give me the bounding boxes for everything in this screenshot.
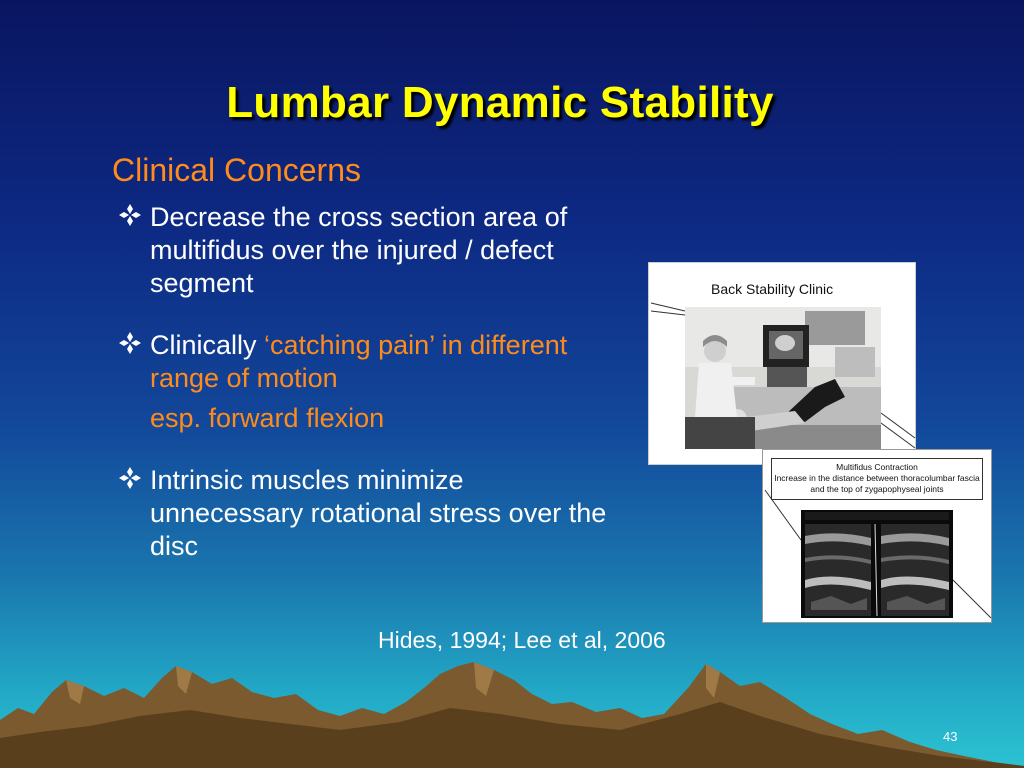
ultrasound-scan-illustration xyxy=(801,510,953,618)
slide-title: Lumbar Dynamic Stability xyxy=(226,78,774,127)
clinic-photo-caption: Back Stability Clinic xyxy=(711,281,834,297)
bullet-highlight-text: ‘catching pain’ in different range of motion xyxy=(150,330,568,393)
ultrasound-description: Increase in the distance between thoracolumbar fascia and the top of zygapophyseal joints xyxy=(774,473,980,494)
slide-subtitle: Clinical Concerns xyxy=(112,152,361,188)
diamond-bullet-icon xyxy=(118,466,142,490)
bullet-item xyxy=(118,329,618,435)
bullet-text: Decrease the cross section area of multifidus over the injured / defect segment xyxy=(150,202,568,298)
bullet-item xyxy=(118,201,618,300)
clinic-scene-illustration xyxy=(685,307,881,449)
bullet-text: Intrinsic muscles minimize unnecessary rotational stress over the disc xyxy=(150,465,607,561)
diamond-bullet-icon xyxy=(118,331,142,355)
ultrasound-caption-box xyxy=(771,458,983,500)
bullet-text: Clinically xyxy=(150,330,265,360)
ultrasound-image xyxy=(762,449,992,623)
mountain-range-decoration xyxy=(0,658,1024,768)
bullet-item xyxy=(118,464,618,563)
page-number: 43 xyxy=(943,729,958,744)
citation-text: Hides, 1994; Lee et al, 2006 xyxy=(378,627,666,653)
ultrasound-heading: Multifidus Contraction xyxy=(836,462,918,472)
bullet-list xyxy=(118,201,618,592)
bullet-extra-text: esp. forward flexion xyxy=(150,403,385,433)
diamond-bullet-icon xyxy=(118,203,142,227)
clinic-photo-image xyxy=(648,262,916,465)
